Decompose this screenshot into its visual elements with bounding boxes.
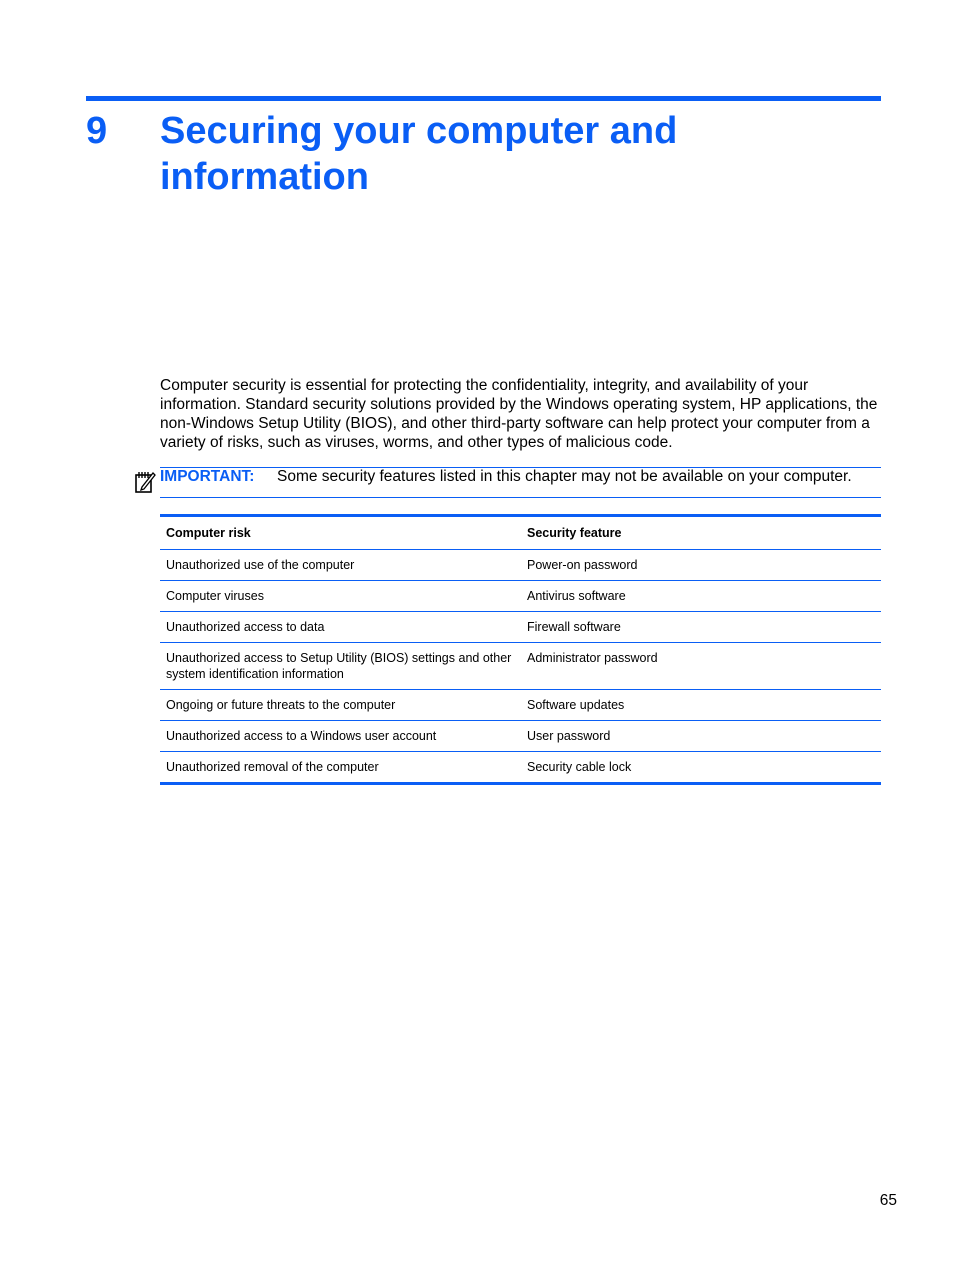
risk-cell: Ongoing or future threats to the computer — [160, 690, 521, 721]
intro-paragraph: Computer security is essential for protecting the confidentiality, integrity, and availability of your information. Standard security solutions provided by the Windows operating system, HP applications, the non-Windows Setup Utility (BIOS), and other third-party software can help protect your computer from a variety of risks, such as viruses, worms, and other types of malicious code. — [160, 377, 878, 451]
table-row — [160, 690, 881, 721]
table-row — [160, 721, 881, 752]
risk-cell: Unauthorized removal of the computer — [166, 760, 379, 774]
risk-cell: Computer viruses — [160, 581, 521, 612]
feature-cell: User password — [521, 721, 881, 752]
page-number: 65 — [879, 1192, 897, 1209]
risk-cell: Unauthorized access to data — [160, 612, 521, 643]
table-header-row — [160, 516, 881, 550]
important-text: Some security features listed in this chapter may not be available on your computer. — [277, 468, 852, 485]
feature-cell: Software updates — [521, 690, 881, 721]
column-header-computer-risk: Computer risk — [160, 516, 521, 550]
risk-cell: Unauthorized use of the computer — [160, 550, 521, 581]
risk-cell: Unauthorized access to a Windows user account — [160, 721, 521, 752]
feature-cell: Firewall software — [521, 612, 881, 643]
important-note-icon — [134, 470, 156, 494]
feature-cell: Power-on password — [521, 550, 881, 581]
table-row — [160, 550, 881, 581]
security-risks-table — [160, 514, 881, 785]
risk-cell: Unauthorized access to Setup Utility (BIOS) settings and other system identification information — [160, 643, 521, 690]
chapter-title: Securing your computer and information — [160, 110, 678, 198]
important-label: IMPORTANT: — [160, 468, 255, 485]
chapter-top-rule — [86, 96, 881, 101]
column-header-security-feature: Security feature — [521, 516, 881, 550]
chapter-number: 9 — [86, 110, 108, 152]
important-note — [160, 467, 881, 498]
table-row — [160, 752, 881, 784]
table-row — [160, 643, 881, 690]
feature-cell: Antivirus software — [521, 581, 881, 612]
table-row — [160, 581, 881, 612]
table-row — [160, 612, 881, 643]
feature-cell: Security cable lock — [527, 760, 632, 774]
feature-cell: Administrator password — [521, 643, 881, 690]
